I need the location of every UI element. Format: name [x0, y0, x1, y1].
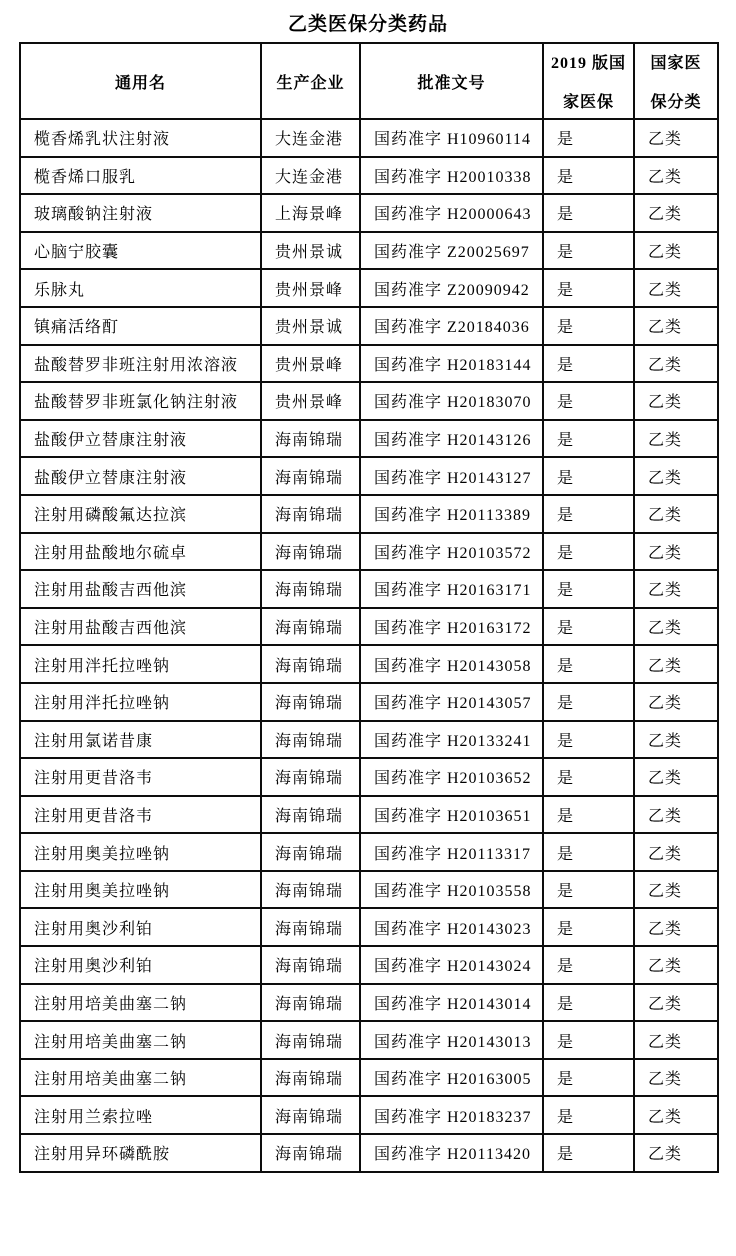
table-row	[20, 608, 718, 646]
cell-approval-number: 国药准字 H20163172	[360, 608, 543, 646]
cell-nrdl-category: 乙类	[634, 946, 718, 984]
cell-generic-name: 注射用培美曲塞二钠	[20, 1059, 261, 1097]
cell-manufacturer: 海南锦瑞	[261, 758, 360, 796]
cell-nrdl-category: 乙类	[634, 683, 718, 721]
cell-approval-number: 国药准字 Z20184036	[360, 307, 543, 345]
cell-nrdl-category: 乙类	[634, 984, 718, 1022]
table-row	[20, 1134, 718, 1172]
cell-nrdl-2019: 是	[543, 1134, 634, 1172]
cell-nrdl-2019: 是	[543, 382, 634, 420]
cell-nrdl-category: 乙类	[634, 1021, 718, 1059]
cell-generic-name: 注射用盐酸吉西他滨	[20, 608, 261, 646]
cell-generic-name: 盐酸替罗非班注射用浓溶液	[20, 345, 261, 383]
cell-nrdl-category: 乙类	[634, 382, 718, 420]
cell-nrdl-2019: 是	[543, 683, 634, 721]
cell-nrdl-category: 乙类	[634, 269, 718, 307]
table-row	[20, 796, 718, 834]
cell-generic-name: 注射用更昔洛韦	[20, 758, 261, 796]
cell-nrdl-category: 乙类	[634, 908, 718, 946]
cell-nrdl-category: 乙类	[634, 1134, 718, 1172]
table-header	[20, 43, 718, 119]
cell-nrdl-category: 乙类	[634, 758, 718, 796]
cell-generic-name: 榄香烯口服乳	[20, 157, 261, 195]
cell-generic-name: 注射用异环磷酰胺	[20, 1134, 261, 1172]
cell-approval-number: 国药准字 H20143057	[360, 683, 543, 721]
cell-manufacturer: 海南锦瑞	[261, 721, 360, 759]
cell-nrdl-2019: 是	[543, 420, 634, 458]
column-header-nrdl-category: 国家医 保分类	[634, 43, 718, 119]
cell-nrdl-2019: 是	[543, 457, 634, 495]
cell-nrdl-category: 乙类	[634, 721, 718, 759]
cell-nrdl-category: 乙类	[634, 871, 718, 909]
cell-generic-name: 注射用磷酸氟达拉滨	[20, 495, 261, 533]
cell-manufacturer: 海南锦瑞	[261, 871, 360, 909]
cell-generic-name: 心脑宁胶囊	[20, 232, 261, 270]
cell-generic-name: 注射用盐酸地尔硫卓	[20, 533, 261, 571]
cell-approval-number: 国药准字 H20183070	[360, 382, 543, 420]
column-header-generic-name: 通用名	[20, 43, 261, 119]
cell-generic-name: 注射用培美曲塞二钠	[20, 1021, 261, 1059]
table-row	[20, 1021, 718, 1059]
table-row	[20, 683, 718, 721]
table-row	[20, 946, 718, 984]
table-body	[20, 119, 718, 1172]
cell-manufacturer: 海南锦瑞	[261, 984, 360, 1022]
cell-approval-number: 国药准字 H10960114	[360, 119, 543, 157]
cell-nrdl-2019: 是	[543, 721, 634, 759]
cell-approval-number: 国药准字 H20163005	[360, 1059, 543, 1097]
cell-nrdl-category: 乙类	[634, 345, 718, 383]
table-row	[20, 721, 718, 759]
cell-approval-number: 国药准字 H20113317	[360, 833, 543, 871]
cell-approval-number: 国药准字 H20113389	[360, 495, 543, 533]
cell-generic-name: 注射用盐酸吉西他滨	[20, 570, 261, 608]
cell-manufacturer: 贵州景诚	[261, 307, 360, 345]
cell-approval-number: 国药准字 H20133241	[360, 721, 543, 759]
cell-approval-number: 国药准字 H20000643	[360, 194, 543, 232]
cell-manufacturer: 海南锦瑞	[261, 796, 360, 834]
cell-generic-name: 注射用兰索拉唑	[20, 1096, 261, 1134]
cell-approval-number: 国药准字 H20163171	[360, 570, 543, 608]
cell-approval-number: 国药准字 H20143127	[360, 457, 543, 495]
cell-manufacturer: 海南锦瑞	[261, 645, 360, 683]
cell-nrdl-2019: 是	[543, 908, 634, 946]
cell-nrdl-category: 乙类	[634, 645, 718, 683]
cell-manufacturer: 海南锦瑞	[261, 533, 360, 571]
cell-approval-number: 国药准字 H20103651	[360, 796, 543, 834]
cell-nrdl-2019: 是	[543, 232, 634, 270]
cell-approval-number: 国药准字 H20143023	[360, 908, 543, 946]
table-row	[20, 758, 718, 796]
cell-nrdl-2019: 是	[543, 833, 634, 871]
cell-approval-number: 国药准字 H20103558	[360, 871, 543, 909]
cell-generic-name: 注射用奥美拉唑钠	[20, 833, 261, 871]
header-row	[20, 43, 718, 119]
cell-nrdl-category: 乙类	[634, 570, 718, 608]
cell-nrdl-2019: 是	[543, 119, 634, 157]
cell-approval-number: 国药准字 H20143126	[360, 420, 543, 458]
column-header-approval-number: 批准文号	[360, 43, 543, 119]
cell-nrdl-2019: 是	[543, 758, 634, 796]
cell-approval-number: 国药准字 Z20025697	[360, 232, 543, 270]
cell-manufacturer: 大连金港	[261, 119, 360, 157]
cell-generic-name: 乐脉丸	[20, 269, 261, 307]
cell-manufacturer: 海南锦瑞	[261, 457, 360, 495]
cell-nrdl-category: 乙类	[634, 420, 718, 458]
cell-generic-name: 注射用更昔洛韦	[20, 796, 261, 834]
table-row	[20, 570, 718, 608]
cell-manufacturer: 海南锦瑞	[261, 1096, 360, 1134]
drug-table	[19, 42, 719, 1173]
cell-manufacturer: 海南锦瑞	[261, 608, 360, 646]
cell-generic-name: 盐酸替罗非班氯化钠注射液	[20, 382, 261, 420]
table-row	[20, 833, 718, 871]
cell-generic-name: 榄香烯乳状注射液	[20, 119, 261, 157]
cell-nrdl-category: 乙类	[634, 495, 718, 533]
cell-generic-name: 玻璃酸钠注射液	[20, 194, 261, 232]
cell-approval-number: 国药准字 Z20090942	[360, 269, 543, 307]
column-header-nrdl-2019: 2019 版国 家医保	[543, 43, 634, 119]
cell-nrdl-2019: 是	[543, 1021, 634, 1059]
cell-manufacturer: 海南锦瑞	[261, 1021, 360, 1059]
cell-nrdl-2019: 是	[543, 1096, 634, 1134]
cell-nrdl-category: 乙类	[634, 307, 718, 345]
cell-nrdl-category: 乙类	[634, 796, 718, 834]
table-row	[20, 232, 718, 270]
cell-manufacturer: 大连金港	[261, 157, 360, 195]
cell-nrdl-2019: 是	[543, 570, 634, 608]
table-row	[20, 533, 718, 571]
cell-nrdl-2019: 是	[543, 871, 634, 909]
table-row	[20, 382, 718, 420]
cell-approval-number: 国药准字 H20143058	[360, 645, 543, 683]
table-row	[20, 345, 718, 383]
cell-manufacturer: 上海景峰	[261, 194, 360, 232]
table-row	[20, 269, 718, 307]
cell-generic-name: 注射用奥美拉唑钠	[20, 871, 261, 909]
table-row	[20, 495, 718, 533]
cell-nrdl-category: 乙类	[634, 1096, 718, 1134]
cell-nrdl-category: 乙类	[634, 608, 718, 646]
table-row	[20, 645, 718, 683]
table-row	[20, 1059, 718, 1097]
cell-generic-name: 注射用泮托拉唑钠	[20, 645, 261, 683]
cell-nrdl-category: 乙类	[634, 194, 718, 232]
cell-approval-number: 国药准字 H20103572	[360, 533, 543, 571]
cell-nrdl-category: 乙类	[634, 119, 718, 157]
cell-nrdl-category: 乙类	[634, 833, 718, 871]
table-row	[20, 119, 718, 157]
cell-manufacturer: 贵州景峰	[261, 269, 360, 307]
cell-generic-name: 盐酸伊立替康注射液	[20, 420, 261, 458]
cell-generic-name: 注射用培美曲塞二钠	[20, 984, 261, 1022]
cell-approval-number: 国药准字 H20103652	[360, 758, 543, 796]
cell-approval-number: 国药准字 H20143013	[360, 1021, 543, 1059]
cell-generic-name: 注射用泮托拉唑钠	[20, 683, 261, 721]
cell-nrdl-2019: 是	[543, 984, 634, 1022]
cell-approval-number: 国药准字 H20010338	[360, 157, 543, 195]
cell-generic-name: 镇痛活络酊	[20, 307, 261, 345]
cell-approval-number: 国药准字 H20143024	[360, 946, 543, 984]
cell-manufacturer: 海南锦瑞	[261, 908, 360, 946]
cell-nrdl-category: 乙类	[634, 457, 718, 495]
cell-manufacturer: 贵州景峰	[261, 382, 360, 420]
cell-nrdl-2019: 是	[543, 307, 634, 345]
cell-nrdl-2019: 是	[543, 796, 634, 834]
cell-nrdl-category: 乙类	[634, 533, 718, 571]
cell-manufacturer: 贵州景峰	[261, 345, 360, 383]
table-row	[20, 908, 718, 946]
cell-manufacturer: 海南锦瑞	[261, 1134, 360, 1172]
cell-manufacturer: 海南锦瑞	[261, 833, 360, 871]
table-row	[20, 307, 718, 345]
cell-nrdl-2019: 是	[543, 495, 634, 533]
table-row	[20, 420, 718, 458]
cell-approval-number: 国药准字 H20113420	[360, 1134, 543, 1172]
cell-generic-name: 注射用奥沙利铂	[20, 946, 261, 984]
cell-nrdl-2019: 是	[543, 345, 634, 383]
cell-manufacturer: 海南锦瑞	[261, 946, 360, 984]
cell-nrdl-2019: 是	[543, 608, 634, 646]
cell-manufacturer: 贵州景诚	[261, 232, 360, 270]
table-row	[20, 871, 718, 909]
cell-nrdl-2019: 是	[543, 1059, 634, 1097]
cell-nrdl-2019: 是	[543, 194, 634, 232]
cell-manufacturer: 海南锦瑞	[261, 495, 360, 533]
cell-manufacturer: 海南锦瑞	[261, 1059, 360, 1097]
cell-nrdl-category: 乙类	[634, 1059, 718, 1097]
table-row	[20, 1096, 718, 1134]
cell-manufacturer: 海南锦瑞	[261, 570, 360, 608]
cell-generic-name: 注射用奥沙利铂	[20, 908, 261, 946]
column-header-manufacturer: 生产企业	[261, 43, 360, 119]
table-row	[20, 984, 718, 1022]
cell-nrdl-category: 乙类	[634, 232, 718, 270]
cell-nrdl-2019: 是	[543, 645, 634, 683]
cell-approval-number: 国药准字 H20143014	[360, 984, 543, 1022]
table-row	[20, 157, 718, 195]
cell-approval-number: 国药准字 H20183237	[360, 1096, 543, 1134]
cell-nrdl-2019: 是	[543, 157, 634, 195]
cell-generic-name: 注射用氯诺昔康	[20, 721, 261, 759]
cell-manufacturer: 海南锦瑞	[261, 420, 360, 458]
cell-nrdl-2019: 是	[543, 946, 634, 984]
table-row	[20, 457, 718, 495]
cell-nrdl-category: 乙类	[634, 157, 718, 195]
cell-nrdl-2019: 是	[543, 269, 634, 307]
page-title: 乙类医保分类药品	[287, 14, 448, 35]
cell-approval-number: 国药准字 H20183144	[360, 345, 543, 383]
cell-nrdl-2019: 是	[543, 533, 634, 571]
cell-generic-name: 盐酸伊立替康注射液	[20, 457, 261, 495]
table-row	[20, 194, 718, 232]
cell-manufacturer: 海南锦瑞	[261, 683, 360, 721]
